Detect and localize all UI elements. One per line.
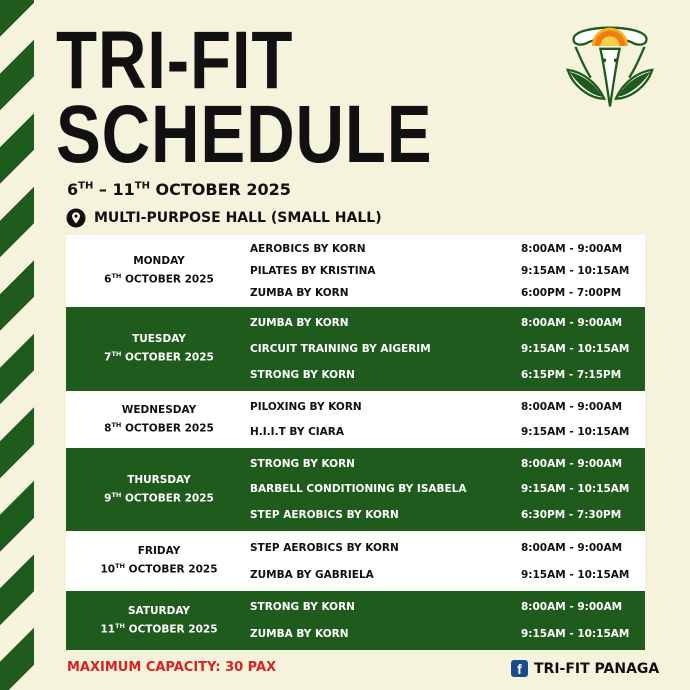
day-label: [66, 235, 252, 307]
day-month-year: OCTOBER 2025: [124, 623, 218, 636]
class-name: STEP AEROBICS BY KORN: [250, 509, 399, 522]
start-suffix: TH: [78, 180, 94, 192]
day-label: [66, 448, 252, 531]
class-name: ZUMBA BY KORN: [250, 287, 349, 299]
session-row: [252, 601, 645, 613]
day-number: 7: [104, 351, 112, 364]
session-row: [252, 426, 645, 438]
class-name: AEROBICS BY KORN: [250, 243, 366, 255]
class-time: 6:15PM - 7:15PM: [521, 369, 622, 381]
class-name: PILOXING BY KORN: [250, 400, 362, 413]
session-list: [252, 531, 645, 591]
social-handle-text[interactable]: TRI-FIT PANAGA: [534, 660, 660, 677]
day-month-year: OCTOBER 2025: [121, 351, 214, 364]
class-time: 9:15AM - 10:15AM: [521, 265, 630, 277]
class-time: 8:00AM - 9:00AM: [521, 400, 623, 413]
location-row: [66, 208, 382, 228]
session-row: [252, 343, 645, 355]
session-row: [252, 369, 645, 381]
class-name: ZUMBA BY KORN: [250, 317, 349, 329]
date-separator: –: [93, 180, 113, 199]
session-row: [252, 569, 645, 581]
class-name: CIRCUIT TRAINING BY AIGERIM: [250, 343, 431, 355]
schedule-table: [66, 235, 645, 650]
class-time: 9:15AM - 10:15AM: [521, 483, 630, 496]
class-time: 8:00AM - 9:00AM: [521, 541, 623, 554]
class-name: ZUMBA BY GABRIELA: [250, 568, 374, 581]
social-handle[interactable]: [511, 660, 659, 677]
class-name: PILATES BY KRISTINA: [250, 265, 376, 277]
session-row: [252, 509, 645, 521]
class-time: 9:15AM - 10:15AM: [521, 627, 630, 640]
class-name: BARBELL CONDITIONING BY ISABELA: [250, 483, 467, 496]
day-label: [66, 591, 252, 650]
day-date: [104, 347, 214, 366]
day-name: THURSDAY: [127, 473, 191, 486]
date-month-year: OCTOBER 2025: [149, 180, 291, 199]
day-suffix: TH: [111, 420, 122, 429]
day-number: 6: [104, 273, 112, 286]
day-label: [66, 391, 252, 448]
day-block-friday: [66, 531, 645, 591]
session-row: [252, 243, 645, 255]
day-month-year: OCTOBER 2025: [121, 273, 214, 286]
session-list: [252, 235, 645, 307]
day-number: 11: [100, 623, 116, 636]
day-suffix: TH: [111, 490, 122, 499]
session-row: [252, 265, 645, 277]
class-time: 6:30PM - 7:30PM: [521, 509, 622, 522]
title-line-2: SCHEDULE: [56, 89, 433, 180]
session-row: [252, 628, 645, 640]
day-name: SATURDAY: [127, 604, 191, 617]
day-number: 8: [104, 422, 112, 435]
day-month-year: OCTOBER 2025: [121, 422, 214, 435]
diagonal-stripes: [0, 0, 34, 690]
date-range: [67, 180, 291, 199]
leaf-emblem-logo: [562, 20, 658, 116]
end-day: 11: [112, 180, 135, 199]
day-month-year: OCTOBER 2025: [121, 492, 214, 505]
day-suffix: TH: [111, 272, 122, 281]
day-date: [104, 418, 214, 437]
day-name: FRIDAY: [137, 545, 181, 558]
session-list: [252, 307, 645, 391]
day-block-monday: [66, 235, 645, 307]
day-month-year: OCTOBER 2025: [124, 563, 218, 576]
location-text: MULTI-PURPOSE HALL (SMALL HALL): [94, 210, 382, 226]
location-pin-icon: [66, 208, 86, 228]
session-row: [252, 542, 645, 554]
day-label: [66, 531, 252, 591]
day-name: MONDAY: [133, 255, 185, 268]
start-day: 6: [67, 180, 79, 199]
day-date: [100, 559, 217, 578]
day-number: 9: [104, 492, 112, 505]
class-time: 9:15AM - 10:15AM: [521, 343, 630, 355]
class-time: 6:00PM - 7:00PM: [521, 287, 622, 299]
class-name: STEP AEROBICS BY KORN: [250, 541, 399, 554]
end-suffix: TH: [134, 180, 150, 192]
class-name: STRONG BY KORN: [250, 369, 355, 381]
day-block-saturday: [66, 591, 645, 650]
day-name: TUESDAY: [132, 333, 186, 346]
class-time: 8:00AM - 9:00AM: [521, 601, 623, 614]
day-block-tuesday: [66, 307, 645, 391]
session-list: [252, 391, 645, 448]
day-block-thursday: [66, 448, 645, 531]
class-name: H.I.I.T BY CIARA: [250, 426, 345, 439]
title-line-1: TRI-FIT: [56, 15, 294, 106]
max-capacity-note: MAXIMUM CAPACITY: 30 PAX: [67, 660, 277, 675]
session-row: [252, 287, 645, 299]
day-name: WEDNESDAY: [121, 403, 197, 416]
session-row: [252, 458, 645, 470]
class-time: 9:15AM - 10:15AM: [521, 426, 630, 439]
class-name: ZUMBA BY KORN: [250, 627, 349, 640]
class-time: 8:00AM - 9:00AM: [521, 317, 623, 329]
class-name: STRONG BY KORN: [250, 457, 355, 470]
day-suffix: TH: [115, 621, 125, 630]
day-date: [104, 269, 214, 288]
class-time: 8:00AM - 9:00AM: [521, 243, 623, 255]
session-row: [252, 483, 645, 495]
day-number: 10: [100, 563, 116, 576]
facebook-icon[interactable]: f: [511, 660, 528, 677]
day-suffix: TH: [111, 350, 122, 359]
class-name: STRONG BY KORN: [250, 601, 355, 614]
day-date: [100, 619, 217, 638]
day-date: [104, 488, 214, 507]
class-time: 8:00AM - 9:00AM: [521, 457, 623, 470]
day-block-wednesday: [66, 391, 645, 448]
session-row: [252, 317, 645, 329]
session-list: [252, 591, 645, 650]
day-label: [66, 307, 252, 391]
day-suffix: TH: [115, 562, 125, 571]
class-time: 9:15AM - 10:15AM: [521, 568, 630, 581]
session-list: [252, 448, 645, 531]
session-row: [252, 401, 645, 413]
